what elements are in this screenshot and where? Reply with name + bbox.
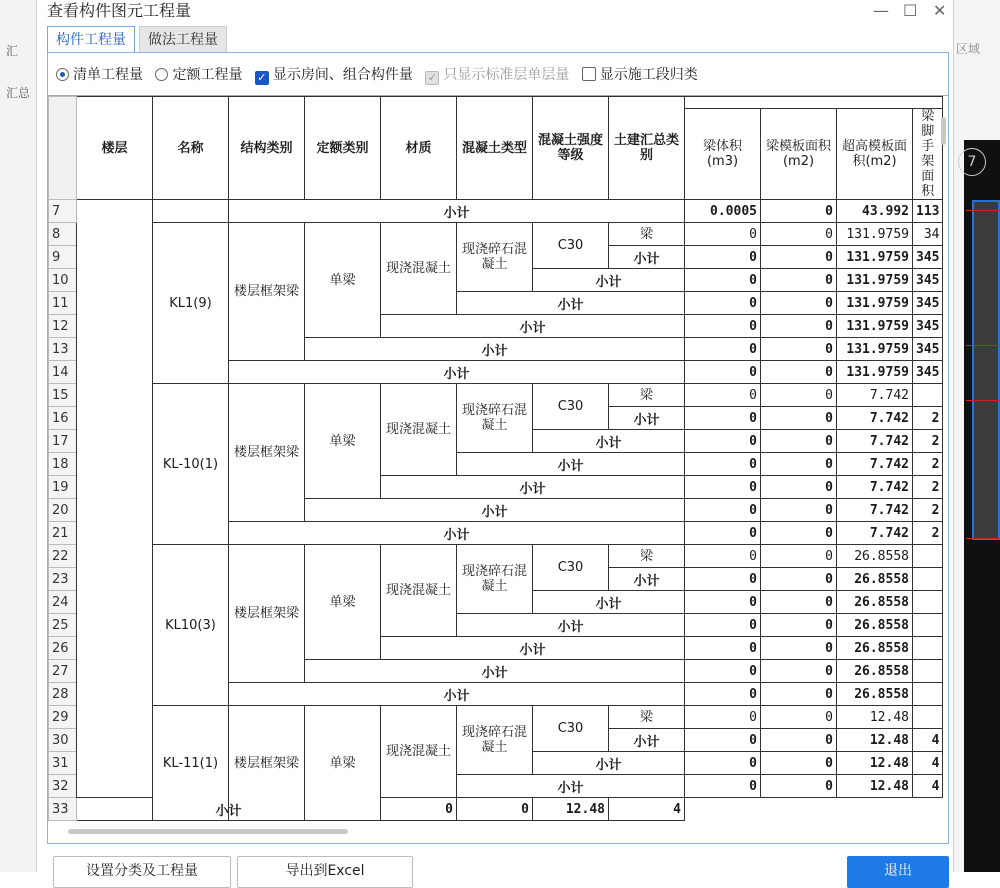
formwork-area: 0 bbox=[761, 407, 837, 430]
concrete-type: 现浇碎石混凝土 bbox=[457, 223, 533, 292]
scaffold-area: 2 bbox=[913, 522, 943, 545]
row-number: 30 bbox=[49, 729, 77, 752]
row-number: 13 bbox=[49, 338, 77, 361]
formwork-area: 0 bbox=[761, 361, 837, 384]
material: 现浇混凝土 bbox=[381, 384, 457, 476]
beam-volume: 0 bbox=[685, 637, 761, 660]
formwork-area: 0 bbox=[761, 269, 837, 292]
beam-volume: 0 bbox=[685, 223, 761, 246]
col-header: 定额类别 bbox=[305, 97, 381, 200]
high-formwork-area: 7.742 bbox=[837, 430, 913, 453]
quota-type: 单梁 bbox=[305, 545, 381, 660]
beam-volume: 0 bbox=[685, 752, 761, 775]
summary-category: 梁 bbox=[609, 223, 685, 246]
row-number: 24 bbox=[49, 591, 77, 614]
subtotal-cell: 小计 bbox=[381, 476, 685, 499]
table-cell: 113 bbox=[913, 200, 943, 223]
formwork-area: 0 bbox=[761, 775, 837, 798]
background-app-sidebar bbox=[0, 0, 37, 872]
table-row[interactable] bbox=[49, 798, 943, 821]
scaffold-area: 2 bbox=[913, 430, 943, 453]
vertical-scrollbar[interactable] bbox=[941, 117, 946, 145]
axis-bubble: 7 bbox=[958, 148, 986, 176]
formwork-area: 0 bbox=[761, 591, 837, 614]
table-row[interactable] bbox=[49, 706, 943, 729]
col-header: 超高模板面积(m2) bbox=[837, 109, 913, 200]
scaffold-area bbox=[913, 568, 943, 591]
material: 现浇混凝土 bbox=[381, 545, 457, 637]
beam-volume: 0 bbox=[685, 775, 761, 798]
concrete-grade: C30 bbox=[533, 545, 609, 591]
high-formwork-area: 131.9759 bbox=[837, 361, 913, 384]
beam-volume: 0 bbox=[685, 269, 761, 292]
component-name: KL-10(1) bbox=[153, 384, 229, 545]
quota-type: 单梁 bbox=[305, 706, 381, 821]
beam-volume: 0 bbox=[685, 361, 761, 384]
table-cell: 0 bbox=[457, 798, 533, 821]
high-formwork-area: 7.742 bbox=[837, 499, 913, 522]
checkbox-std-floor-only[interactable]: ✓ 只显示标准层单层量 bbox=[425, 65, 569, 85]
high-formwork-area: 26.8558 bbox=[837, 683, 913, 706]
cad-selected-element bbox=[972, 200, 1000, 540]
checkbox-empty-icon bbox=[582, 67, 596, 81]
structure-type: 楼层框架梁 bbox=[229, 384, 305, 522]
subtotal-cell: 小计 bbox=[381, 637, 685, 660]
formwork-area: 0 bbox=[761, 683, 837, 706]
beam-volume: 0 bbox=[685, 614, 761, 637]
beam-volume: 0 bbox=[685, 338, 761, 361]
cad-line bbox=[966, 400, 1000, 401]
tab-strip bbox=[47, 26, 231, 52]
options-bar bbox=[56, 65, 706, 85]
beam-volume: 0 bbox=[685, 522, 761, 545]
row-number-header bbox=[49, 97, 77, 200]
concrete-type: 现浇碎石混凝土 bbox=[457, 545, 533, 614]
high-formwork-area: 7.742 bbox=[837, 522, 913, 545]
row-number: 10 bbox=[49, 269, 77, 292]
high-formwork-area: 26.8558 bbox=[837, 545, 913, 568]
subtotal-cell: 小计 bbox=[229, 200, 685, 223]
beam-volume: 0 bbox=[685, 476, 761, 499]
tab-method-quantity[interactable]: 做法工程量 bbox=[139, 26, 227, 53]
concrete-grade: C30 bbox=[533, 384, 609, 430]
high-formwork-area: 131.9759 bbox=[837, 223, 913, 246]
col-header: 梁模板面积(m2) bbox=[761, 109, 837, 200]
component-name: KL10(3) bbox=[153, 545, 229, 706]
formwork-area: 0 bbox=[761, 545, 837, 568]
scaffold-area: 2 bbox=[913, 453, 943, 476]
beam-volume: 0 bbox=[685, 453, 761, 476]
beam-volume: 0 bbox=[685, 384, 761, 407]
row-number: 17 bbox=[49, 430, 77, 453]
subtotal-cell: 小计 bbox=[609, 246, 685, 269]
scaffold-area bbox=[913, 706, 943, 729]
high-formwork-area: 26.8558 bbox=[837, 637, 913, 660]
table-row[interactable] bbox=[49, 223, 943, 246]
table-cell: 43.992 bbox=[837, 200, 913, 223]
beam-volume: 0 bbox=[685, 706, 761, 729]
component-name: KL-11(1) bbox=[153, 706, 229, 821]
high-formwork-area: 26.8558 bbox=[837, 591, 913, 614]
beam-volume: 0 bbox=[685, 315, 761, 338]
formwork-area: 0 bbox=[761, 338, 837, 361]
high-formwork-area: 26.8558 bbox=[837, 568, 913, 591]
row-number: 33 bbox=[49, 798, 77, 821]
col-header: 梁体积(m3) bbox=[685, 109, 761, 200]
dialog-title: 查看构件图元工程量 bbox=[47, 1, 192, 20]
row-number: 26 bbox=[49, 637, 77, 660]
row-number: 20 bbox=[49, 499, 77, 522]
col-header: 名称 bbox=[153, 97, 229, 200]
scaffold-area: 2 bbox=[913, 476, 943, 499]
checkbox-show-rooms[interactable]: ✓ 显示房间、组合构件量 bbox=[255, 65, 413, 85]
high-formwork-area: 7.742 bbox=[837, 384, 913, 407]
subtotal-cell: 小计 bbox=[533, 430, 685, 453]
high-formwork-area: 131.9759 bbox=[837, 338, 913, 361]
scaffold-area: 345 bbox=[913, 292, 943, 315]
subtotal-cell: 小计 bbox=[305, 660, 685, 683]
high-formwork-area: 26.8558 bbox=[837, 614, 913, 637]
structure-type: 楼层框架梁 bbox=[229, 545, 305, 683]
table-cell: 0 bbox=[381, 798, 457, 821]
scaffold-area bbox=[913, 545, 943, 568]
subtotal-cell: 小计 bbox=[229, 522, 685, 545]
scaffold-area bbox=[913, 683, 943, 706]
beam-volume: 0 bbox=[685, 545, 761, 568]
subtotal-cell: 小计 bbox=[609, 729, 685, 752]
subtotal-cell: 小计 bbox=[305, 338, 685, 361]
col-header: 结构类别 bbox=[229, 97, 305, 200]
subtotal-cell: 小计 bbox=[457, 453, 685, 476]
table-cell: 0.0005 bbox=[685, 200, 761, 223]
subtotal-cell: 小计 bbox=[229, 683, 685, 706]
row-number: 25 bbox=[49, 614, 77, 637]
quota-type: 单梁 bbox=[305, 384, 381, 499]
row-number: 27 bbox=[49, 660, 77, 683]
table-cell bbox=[153, 200, 229, 223]
radio-quota-quantity[interactable]: 定额工程量 bbox=[155, 65, 242, 85]
beam-volume: 0 bbox=[685, 246, 761, 269]
table-cell: 12.48 bbox=[533, 798, 609, 821]
col-header: 土建汇总类别 bbox=[609, 97, 685, 200]
table-cell: 0 bbox=[761, 200, 837, 223]
scaffold-area: 345 bbox=[913, 269, 943, 292]
formwork-area: 0 bbox=[761, 752, 837, 775]
high-formwork-area: 7.742 bbox=[837, 407, 913, 430]
concrete-type: 现浇碎石混凝土 bbox=[457, 706, 533, 775]
formwork-area: 0 bbox=[761, 568, 837, 591]
high-formwork-area: 7.742 bbox=[837, 476, 913, 499]
row-number: 21 bbox=[49, 522, 77, 545]
col-header: 混凝土类型 bbox=[457, 97, 533, 200]
quota-type: 单梁 bbox=[305, 223, 381, 338]
formwork-area: 0 bbox=[761, 246, 837, 269]
subtotal-cell: 小计 bbox=[609, 568, 685, 591]
high-formwork-area: 12.48 bbox=[837, 752, 913, 775]
scaffold-area: 4 bbox=[913, 775, 943, 798]
col-group-header bbox=[685, 97, 943, 109]
row-number: 18 bbox=[49, 453, 77, 476]
checkmark-icon: ✓ bbox=[425, 71, 439, 85]
high-formwork-area: 12.48 bbox=[837, 706, 913, 729]
scaffold-area bbox=[913, 614, 943, 637]
checkbox-show-stage[interactable]: 显示施工段归类 bbox=[582, 65, 698, 85]
scaffold-area bbox=[913, 384, 943, 407]
close-button[interactable]: ✕ bbox=[933, 1, 947, 20]
beam-volume: 0 bbox=[685, 729, 761, 752]
scaffold-area bbox=[913, 637, 943, 660]
row-number: 32 bbox=[49, 775, 77, 798]
row-number: 14 bbox=[49, 361, 77, 384]
cad-line bbox=[966, 538, 1000, 539]
table-row[interactable] bbox=[49, 200, 943, 223]
tab-component-quantity[interactable]: 构件工程量 bbox=[47, 26, 135, 53]
high-formwork-area: 131.9759 bbox=[837, 246, 913, 269]
scaffold-area: 345 bbox=[913, 246, 943, 269]
scaffold-area: 345 bbox=[913, 361, 943, 384]
summary-category: 梁 bbox=[609, 545, 685, 568]
high-formwork-area: 131.9759 bbox=[837, 315, 913, 338]
beam-volume: 0 bbox=[685, 660, 761, 683]
minimize-button[interactable]: — bbox=[873, 1, 889, 20]
scaffold-area: 345 bbox=[913, 338, 943, 361]
cad-line bbox=[966, 345, 1000, 346]
beam-volume: 0 bbox=[685, 499, 761, 522]
beam-volume: 0 bbox=[685, 407, 761, 430]
formwork-area: 0 bbox=[761, 476, 837, 499]
subtotal-cell: 小计 bbox=[229, 361, 685, 384]
table-row[interactable] bbox=[49, 384, 943, 407]
high-formwork-area: 26.8558 bbox=[837, 660, 913, 683]
radio-list-quantity[interactable]: 清单工程量 bbox=[56, 65, 143, 85]
table-row[interactable] bbox=[49, 545, 943, 568]
table-cell: 4 bbox=[609, 798, 685, 821]
material: 现浇混凝土 bbox=[381, 223, 457, 315]
row-number: 9 bbox=[49, 246, 77, 269]
formwork-area: 0 bbox=[761, 430, 837, 453]
formwork-area: 0 bbox=[761, 453, 837, 476]
formwork-area: 0 bbox=[761, 706, 837, 729]
background-label: 汇 bbox=[6, 44, 19, 58]
formwork-area: 0 bbox=[761, 499, 837, 522]
export-excel-button[interactable]: 导出到Excel bbox=[237, 856, 413, 888]
subtotal-cell: 小计 bbox=[609, 407, 685, 430]
subtotal-cell: 小计 bbox=[381, 315, 685, 338]
radio-selected-icon bbox=[56, 68, 69, 81]
cad-line bbox=[966, 210, 1000, 211]
subtotal-cell: 小计 bbox=[305, 499, 685, 522]
high-formwork-area: 12.48 bbox=[837, 775, 913, 798]
scaffold-area: 345 bbox=[913, 315, 943, 338]
component-name: KL1(9) bbox=[153, 223, 229, 384]
scaffold-area bbox=[913, 591, 943, 614]
quantity-grid[interactable] bbox=[48, 95, 948, 826]
scaffold-area bbox=[913, 660, 943, 683]
subtotal-cell: 小计 bbox=[533, 269, 685, 292]
quantity-table bbox=[48, 96, 943, 821]
beam-volume: 0 bbox=[685, 568, 761, 591]
formwork-area: 0 bbox=[761, 660, 837, 683]
subtotal-cell: 小计 bbox=[457, 775, 685, 798]
structure-type: 楼层框架梁 bbox=[229, 223, 305, 361]
subtotal-cell: 小计 bbox=[457, 614, 685, 637]
high-formwork-area: 131.9759 bbox=[837, 292, 913, 315]
scaffold-area: 4 bbox=[913, 729, 943, 752]
row-number: 11 bbox=[49, 292, 77, 315]
row-number: 23 bbox=[49, 568, 77, 591]
subtotal-cell: 小计 bbox=[457, 292, 685, 315]
row-number: 31 bbox=[49, 752, 77, 775]
formwork-area: 0 bbox=[761, 637, 837, 660]
formwork-area: 0 bbox=[761, 223, 837, 246]
scaffold-area: 2 bbox=[913, 499, 943, 522]
formwork-area: 0 bbox=[761, 614, 837, 637]
beam-volume: 0 bbox=[685, 683, 761, 706]
row-number: 16 bbox=[49, 407, 77, 430]
background-label-area: 区域 bbox=[956, 42, 981, 56]
high-formwork-area: 12.48 bbox=[837, 729, 913, 752]
row-number: 22 bbox=[49, 545, 77, 568]
row-number: 12 bbox=[49, 315, 77, 338]
formwork-area: 0 bbox=[761, 729, 837, 752]
concrete-grade: C30 bbox=[533, 223, 609, 269]
row-number: 29 bbox=[49, 706, 77, 729]
material: 现浇混凝土 bbox=[381, 706, 457, 798]
concrete-type: 现浇碎石混凝土 bbox=[457, 384, 533, 453]
summary-category: 梁 bbox=[609, 706, 685, 729]
row-number: 8 bbox=[49, 223, 77, 246]
tab-panel bbox=[47, 52, 949, 844]
checkmark-icon: ✓ bbox=[255, 71, 269, 85]
subtotal-cell: 小计 bbox=[77, 798, 381, 821]
col-header: 梁脚手架面积 bbox=[913, 109, 943, 200]
background-label: 汇总 bbox=[6, 86, 31, 100]
high-formwork-area: 7.742 bbox=[837, 453, 913, 476]
quantity-dialog bbox=[36, 0, 954, 879]
row-number: 28 bbox=[49, 683, 77, 706]
col-header: 楼层 bbox=[77, 97, 153, 200]
formwork-area: 0 bbox=[761, 315, 837, 338]
scaffold-area: 34 bbox=[913, 223, 943, 246]
set-category-button[interactable]: 设置分类及工程量 bbox=[53, 856, 231, 888]
row-number: 15 bbox=[49, 384, 77, 407]
exit-button[interactable]: 退出 bbox=[847, 856, 949, 888]
row-number: 19 bbox=[49, 476, 77, 499]
scaffold-area: 2 bbox=[913, 407, 943, 430]
subtotal-cell: 小计 bbox=[533, 591, 685, 614]
beam-volume: 0 bbox=[685, 591, 761, 614]
high-formwork-area: 131.9759 bbox=[837, 269, 913, 292]
beam-volume: 0 bbox=[685, 292, 761, 315]
row-number: 7 bbox=[49, 200, 77, 223]
concrete-grade: C30 bbox=[533, 706, 609, 752]
col-header: 混凝土强度等级 bbox=[533, 97, 609, 200]
formwork-area: 0 bbox=[761, 384, 837, 407]
subtotal-cell: 小计 bbox=[533, 752, 685, 775]
formwork-area: 0 bbox=[761, 522, 837, 545]
horizontal-scrollbar[interactable] bbox=[68, 829, 348, 834]
col-header: 材质 bbox=[381, 97, 457, 200]
structure-type: 楼层框架梁 bbox=[229, 706, 305, 821]
formwork-area: 0 bbox=[761, 292, 837, 315]
maximize-button[interactable]: ☐ bbox=[903, 1, 918, 20]
floor-cell bbox=[77, 200, 153, 798]
radio-icon bbox=[155, 68, 168, 81]
summary-category: 梁 bbox=[609, 384, 685, 407]
scaffold-area: 4 bbox=[913, 752, 943, 775]
beam-volume: 0 bbox=[685, 430, 761, 453]
